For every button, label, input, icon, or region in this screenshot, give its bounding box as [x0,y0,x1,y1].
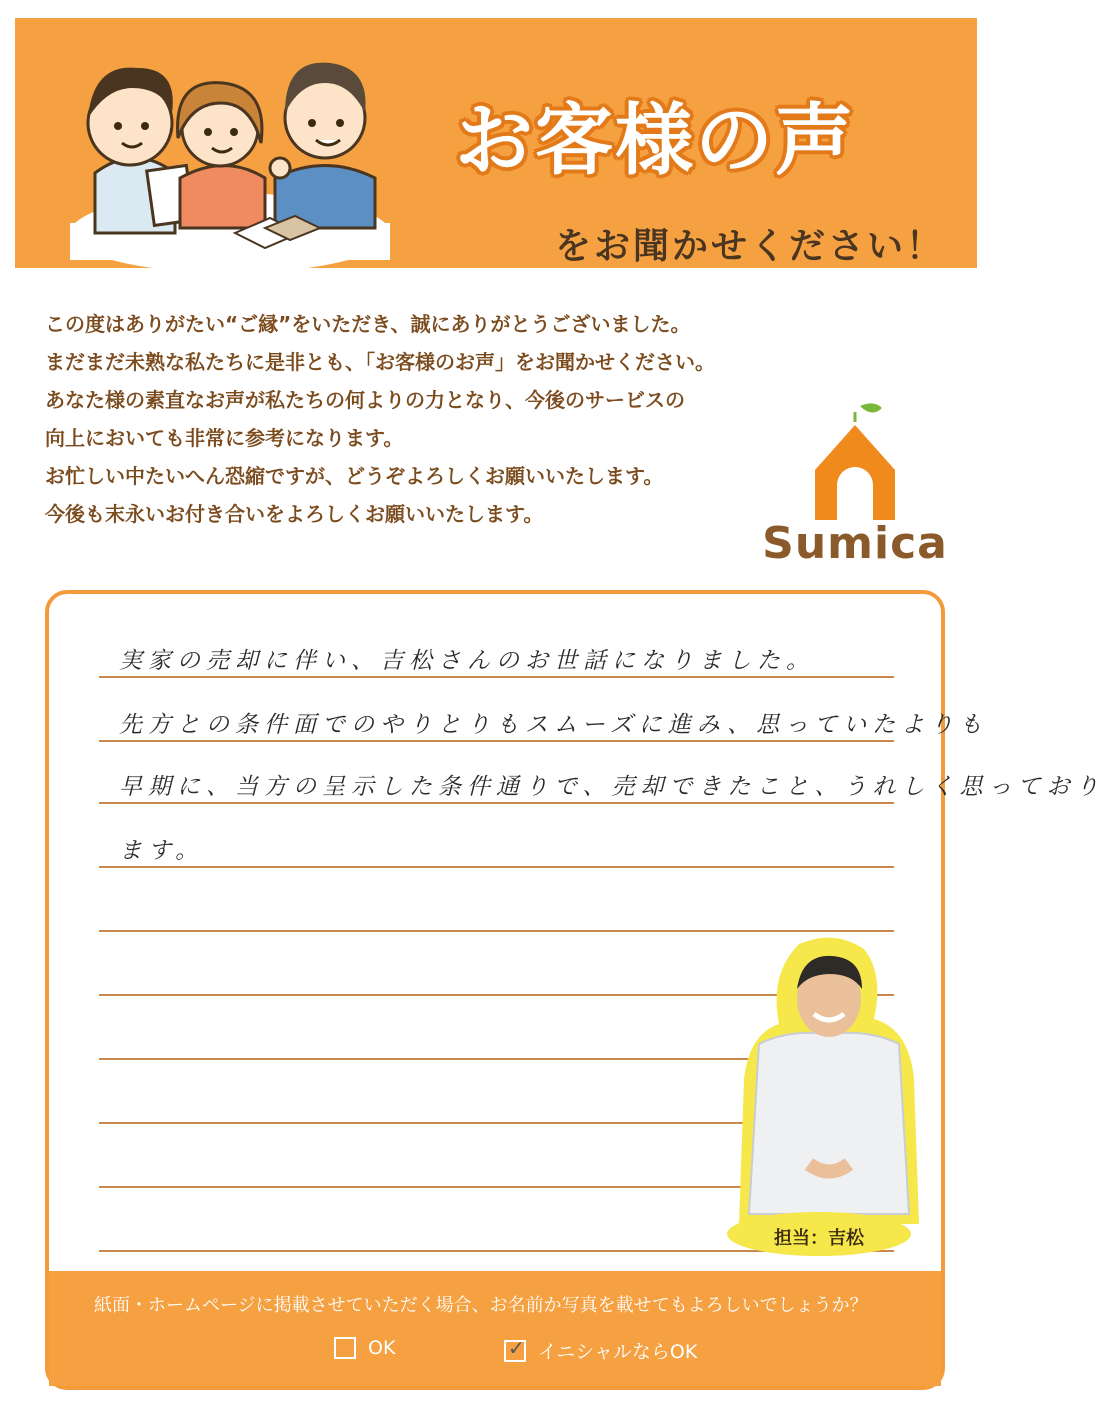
consent-question: 紙面・ホームページに掲載させていただく場合、お名前か写真を載せてもよろしいでしょうか？ [94,1295,868,1316]
ruled-line [99,740,894,742]
staff-name: 担当：吉松 [774,1228,864,1249]
check-mark-icon: ✓ [508,1335,525,1360]
logo-text: Sumica [762,518,948,569]
handwritten-line: 早期に、当方の呈示した条件通りで、売却できたこと、うれしく思っており [119,774,1105,800]
intro-line: 今後も末永いお付き合いをよろしくお願いいたします。 [45,502,544,526]
intro-line: まだまだ未熟な私たちに是非とも、「お客様のお声」をお聞かせください。 [45,350,715,374]
header-banner [15,18,977,268]
staff-portrait [739,934,919,1224]
handwritten-line: ます。 [119,838,205,864]
handwritten-line: 実家の売却に伴い、吉松さんのお世話になりました。 [119,648,815,674]
message-card [45,590,1105,1390]
customers-illustration [60,28,390,260]
checkbox-ok[interactable] [334,1337,356,1359]
checkbox-initials-ok[interactable] [504,1335,526,1362]
staff-label-badge [729,1210,919,1260]
option-initials-ok-label: イニシャルならOK [538,1341,698,1363]
house-logo-icon [760,400,950,520]
option-initials-ok[interactable] [504,1337,697,1364]
intro-line: この度はありがたい“ご縁”をいただき、誠にありがとうございました。 [45,312,691,336]
sumica-logo [760,400,950,570]
consent-footer [49,1271,941,1386]
option-ok-label: OK [368,1337,396,1359]
intro-line: お忙しい中たいへん恐縮ですが、どうぞよろしくお願いいたします。 [45,464,664,488]
intro-line: 向上においても非常に参考になります。 [45,426,404,450]
handwritten-line: 先方との条件面でのやりとりもスムーズに進み、思っていたよりも [119,712,989,738]
page-subtitle: をお聞かせください！ [555,226,946,267]
ruled-line [99,676,894,678]
staff-photo [739,934,919,1264]
intro-line: あなた様の素直なお声が私たちの何よりの力となり、今後のサービスの [45,388,685,412]
intro-text [45,305,765,533]
option-ok[interactable] [334,1337,395,1359]
page-title: お客様の声 [455,96,856,186]
ruled-line [99,802,894,804]
ruled-line [99,930,894,932]
ruled-line [99,866,894,868]
